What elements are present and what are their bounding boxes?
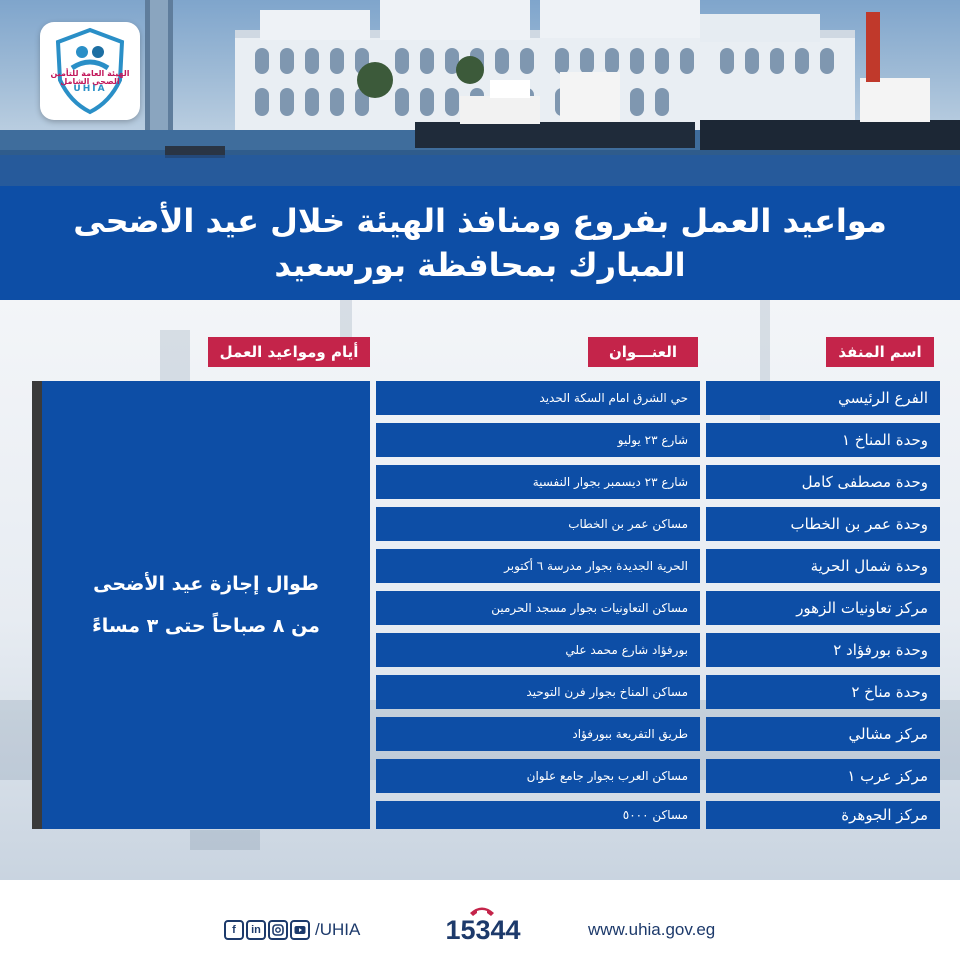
outlet-address: حي الشرق امام السكة الحديد bbox=[376, 381, 700, 415]
outlet-address: شارع ٢٣ ديسمبر بجوار النفسية bbox=[376, 465, 700, 499]
hours-period: طوال إجازة عيد الأضحى bbox=[93, 573, 319, 595]
outlet-address: مساكن العرب بجوار جامع علوان bbox=[376, 759, 700, 793]
outlet-name: مركز مشالي bbox=[706, 717, 940, 751]
working-hours-panel bbox=[32, 381, 370, 829]
outlet-address: مساكن المناخ بجوار فرن التوحيد bbox=[376, 675, 700, 709]
outlet-address: طريق التفريعة ببورفؤاد bbox=[376, 717, 700, 751]
column-header-hours: أيام ومواعيد العمل bbox=[208, 337, 370, 367]
outlet-name: وحدة مناخ ٢ bbox=[706, 675, 940, 709]
logo-arabic-text: الهيئة العامة للتأمين الصحي الشامل bbox=[50, 69, 130, 86]
outlet-name: وحدة شمال الحرية bbox=[706, 549, 940, 583]
uhia-logo bbox=[40, 22, 140, 120]
header-photo bbox=[0, 0, 960, 186]
outlet-address: مساكن التعاونيات بجوار مسجد الحرمين bbox=[376, 591, 700, 625]
hours-time: من ٨ صباحاً حتى ٣ مساءً bbox=[92, 615, 320, 637]
linkedin-icon[interactable]: in bbox=[246, 920, 266, 940]
outlet-address: مساكن ٥٠٠٠ bbox=[376, 801, 700, 829]
youtube-icon[interactable] bbox=[290, 920, 310, 940]
outlet-name: وحدة بورفؤاد ٢ bbox=[706, 633, 940, 667]
page-title: مواعيد العمل بفروع ومنافذ الهيئة خلال عيد الأضحى المبارك بمحافظة بورسعيد bbox=[73, 202, 887, 284]
outlet-address: شارع ٢٣ يوليو bbox=[376, 423, 700, 457]
outlet-address: بورفؤاد شارع محمد علي bbox=[376, 633, 700, 667]
outlet-name: وحدة مصطفى كامل bbox=[706, 465, 940, 499]
outlet-name: مركز الجوهرة bbox=[706, 801, 940, 829]
social-handle[interactable]: /UHIA bbox=[315, 920, 361, 939]
facebook-icon[interactable]: f bbox=[224, 920, 244, 940]
hotline-number[interactable]: 15344 bbox=[445, 915, 521, 945]
outlet-address: الحرية الجديدة بجوار مدرسة ٦ أكتوبر bbox=[376, 549, 700, 583]
column-header-address: العنـــوان bbox=[588, 337, 698, 367]
outlet-name: مركز عرب ١ bbox=[706, 759, 940, 793]
outlet-name: مركز تعاونيات الزهور bbox=[706, 591, 940, 625]
outlet-name: وحدة المناخ ١ bbox=[706, 423, 940, 457]
outlet-name: وحدة عمر بن الخطاب bbox=[706, 507, 940, 541]
outlet-address: مساكن عمر بن الخطاب bbox=[376, 507, 700, 541]
outlet-name: الفرع الرئيسي bbox=[706, 381, 940, 415]
port-said-building-illustration bbox=[0, 0, 960, 186]
logo-english-text: UHIA bbox=[73, 84, 107, 94]
column-header-outlet: اسم المنفذ bbox=[826, 337, 934, 367]
title-band bbox=[0, 186, 960, 300]
website-link[interactable]: www.uhia.gov.eg bbox=[588, 920, 716, 939]
instagram-icon[interactable] bbox=[268, 920, 288, 940]
social-links bbox=[224, 920, 360, 940]
